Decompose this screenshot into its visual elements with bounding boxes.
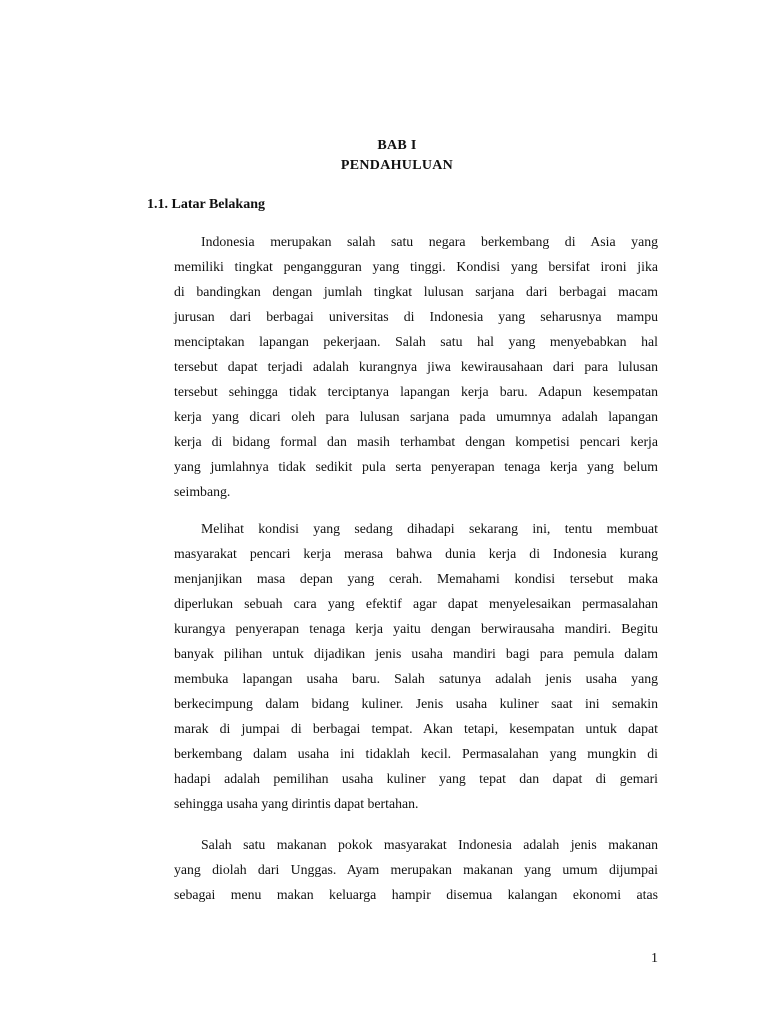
paragraph-line: jurusan dari berbagai universitas di Indonesia yang seharusnya mampu [174,309,658,324]
paragraph-line: diperlukan sebuah cara yang efektif agar dapat menyelesaikan permasalahan [174,596,658,611]
paragraph-line: sebagai menu makan keluarga hampir disemua kalangan ekonomi atas [174,887,658,902]
paragraph-line: menjanjikan masa depan yang cerah. Memahami kondisi tersebut maka [174,571,658,586]
chapter-title: PENDAHULUAN [340,158,454,173]
paragraph-line: sehingga usaha yang dirintis dapat bertahan. [174,796,419,811]
paragraph-line: kerja di bidang formal dan masih terhambat dengan kompetisi pencari kerja [174,434,658,449]
page-number: 1 [651,951,658,966]
chapter-heading [0,136,768,176]
paragraph-line: hadapi adalah pemilihan usaha kuliner yang tepat dan dapat di gemari [174,771,658,786]
paragraph-line: berkembang dalam usaha ini tidaklah kecil. Permasalahan yang mungkin di [174,746,658,761]
paragraph-line: di bandingkan dengan jumlah tingkat lulusan sarjana dari berbagai macam [174,284,658,299]
chapter-number: BAB I [377,138,417,153]
paragraph-line: yang jumlahnya tidak sedikit pula serta penyerapan tenaga kerja yang belum [174,459,658,474]
section-heading: 1.1. Latar Belakang [147,197,265,212]
paragraph-3 [174,832,658,907]
paragraph-line: kurangya penyerapan tenaga kerja yaitu dengan berwirausaha mandiri. Begitu [174,621,658,636]
paragraph-2 [174,516,658,816]
paragraph-line: membuka lapangan usaha baru. Salah satunya adalah jenis usaha yang [174,671,658,686]
paragraph-line: berkecimpung dalam bidang kuliner. Jenis usaha kuliner saat ini semakin [174,696,658,711]
paragraph-line: Indonesia merupakan salah satu negara berkembang di Asia yang [201,234,658,249]
paragraph-line: seimbang. [174,484,231,499]
paragraph-line: menciptakan lapangan pekerjaan. Salah satu hal yang menyebabkan hal [174,334,658,349]
paragraph-line: tersebut sehingga tidak terciptanya lapangan kerja baru. Adapun kesempatan [174,384,658,399]
paragraph-line: Salah satu makanan pokok masyarakat Indonesia adalah jenis makanan [201,837,658,852]
paragraph-line: memiliki tingkat pengangguran yang tinggi. Kondisi yang bersifat ironi jika [174,259,658,274]
paragraph-line: masyarakat pencari kerja merasa bahwa dunia kerja di Indonesia kurang [174,546,658,561]
paragraph-line: kerja yang dicari oleh para lulusan sarjana pada umumnya adalah lapangan [174,409,658,424]
paragraph-line: yang diolah dari Unggas. Ayam merupakan makanan yang umum dijumpai [174,862,658,877]
paragraph-1 [174,229,658,504]
paragraph-line: marak di jumpai di berbagai tempat. Akan tetapi, kesempatan untuk dapat [174,721,658,736]
paragraph-line: tersebut dapat terjadi adalah kurangnya jiwa kewirausahaan dari para lulusan [174,359,658,374]
paragraph-line: Melihat kondisi yang sedang dihadapi sekarang ini, tentu membuat [201,521,658,536]
paragraph-line: banyak pilihan untuk dijadikan jenis usaha mandiri bagi para pemula dalam [174,646,658,661]
